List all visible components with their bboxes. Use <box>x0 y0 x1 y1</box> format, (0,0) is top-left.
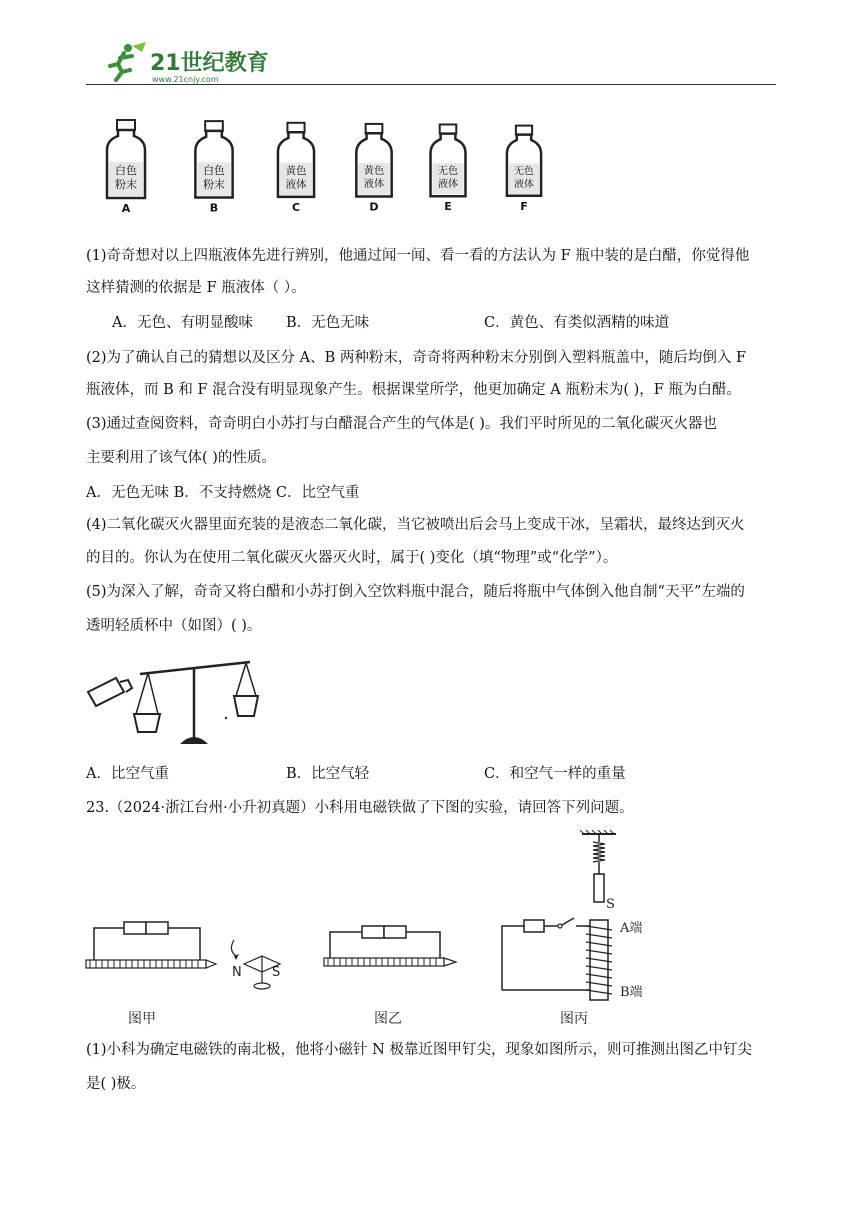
label-s: S <box>272 965 281 980</box>
circuit-jia <box>86 922 216 968</box>
circuit-yi <box>324 926 456 966</box>
spring-scale-icon <box>580 830 616 902</box>
q2-line2: 瓶液体，而 B 和 F 混合没有明显现象产生。根据课堂所学，他更加确定 A 瓶粉末为( )，F 瓶为白醋。 <box>86 382 741 398</box>
label-s-magnet: S <box>606 897 615 912</box>
q23-sub1-line1: (1)小科为确定电磁铁的南北极，他将小磁针 N 极靠近图甲钉尖，现象如图所示，则可推测出图乙中钉尖 <box>86 1042 752 1058</box>
bottle-label-line2: 液体 <box>285 178 307 191</box>
caption-jia: 图甲 <box>128 1011 156 1027</box>
bottle-letter: B <box>209 201 219 215</box>
bottle-label-line1: 无色 <box>437 166 459 178</box>
figure-jia <box>84 910 304 1000</box>
q4-line1: (4)二氧化碳灭火器里面充装的是液态二氧化碳，当它被喷出后会马上变成干冰，呈霜状，最终达到灭火 <box>86 517 745 533</box>
label-b-end: B端 <box>620 985 643 1000</box>
bottle-label-line2: 粉末 <box>203 177 225 191</box>
label-n: N <box>232 965 242 980</box>
balance-figure <box>84 648 280 752</box>
bottle-label-line1: 白色 <box>203 164 225 178</box>
bottle-label-line2: 液体 <box>437 179 459 191</box>
caption-yi: 图乙 <box>374 1011 402 1027</box>
bottle-label-line2: 液体 <box>363 179 385 191</box>
logo-subtext: www.21cnjy.com <box>152 75 219 84</box>
q3-options: A．无色无味 B．不支持燃烧 C．比空气重 <box>86 485 360 501</box>
bottle-pouring-icon <box>88 678 132 706</box>
bottle-label-line1: 黄色 <box>363 166 385 178</box>
balance-icon <box>134 662 258 744</box>
bottle-label-line1: 白色 <box>115 164 137 177</box>
q1-line1: (1)奇奇想对以上四瓶液体先进行辨别，他通过闻一闻、看一看的方法认为 F 瓶中装的是白醋，你觉得他 <box>86 248 750 264</box>
bottle-c <box>278 123 314 214</box>
q5-option-a: A．比空气重 <box>86 766 169 782</box>
bottles-figure <box>90 118 560 230</box>
bottle-a <box>107 120 145 215</box>
q2-line1: (2)为了确认自己的猜想以及区分 A、B 两种粉末，奇奇将两种粉末分别倒入塑料瓶盖中，随后均倒入 F <box>86 350 747 366</box>
q5-line2: 透明轻质杯中（如图）( )。 <box>86 618 262 634</box>
figure-bing <box>496 830 676 1010</box>
label-a-end: A端 <box>620 921 643 936</box>
circuit-bing <box>502 918 612 1000</box>
bottle-letter: D <box>369 200 379 214</box>
page-header <box>86 36 776 88</box>
q4-line2: 的目的。你认为在使用二氧化碳灭火器灭火时，属于( )变化（填“物理”或“化学”）。 <box>86 550 618 566</box>
q1-option-b: B．无色无味 <box>286 315 370 331</box>
q1-line2: 这样猜测的依据是 F 瓶液体（ ）。 <box>86 280 306 296</box>
logo <box>106 40 286 84</box>
bottle-letter: E <box>444 200 452 214</box>
bottle-e <box>431 124 466 213</box>
bottle-label-line1: 黄色 <box>285 165 307 178</box>
bottle-letter: F <box>520 199 528 213</box>
q3-line1: (3)通过查阅资料，奇奇明白小苏打与白醋混合产生的气体是( )。我们平时所见的二氧化碳灭火器也 <box>86 416 717 432</box>
figure-yi <box>320 918 468 978</box>
logo-text: 21世纪教育 <box>150 51 269 76</box>
bottle-label-line2: 液体 <box>514 178 534 190</box>
q23-sub1-line2: 是( )极。 <box>86 1076 146 1092</box>
q23-title: 23.（2024·浙江台州·小升初真题）小科用电磁铁做了下图的实验，请回答下列问题。 <box>86 800 634 816</box>
q5-option-c: C．和空气一样的重量 <box>484 766 626 782</box>
bottle-d <box>356 124 391 214</box>
q1-option-c: C．黄色、有类似酒精的味道 <box>484 315 670 331</box>
bottle-f <box>507 126 541 213</box>
bottle-label-line1: 无色 <box>514 166 534 178</box>
q3-line2: 主要利用了该气体( )的性质。 <box>86 450 276 466</box>
bottle-label-line2: 粉末 <box>115 178 137 191</box>
q5-line1: (5)为深入了解，奇奇又将白醋和小苏打倒入空饮料瓶中混合，随后将瓶中气体倒入他自制“天平”左端的 <box>86 584 745 600</box>
q1-option-a: A．无色、有明显酸味 <box>112 315 253 331</box>
runner-icon <box>110 42 146 80</box>
bottle-letter: A <box>121 202 131 215</box>
header-divider <box>86 84 776 85</box>
bottle-letter: C <box>291 200 301 214</box>
bottle-b <box>195 121 232 214</box>
q5-option-b: B．比空气轻 <box>286 766 370 782</box>
caption-bing: 图丙 <box>560 1011 588 1027</box>
